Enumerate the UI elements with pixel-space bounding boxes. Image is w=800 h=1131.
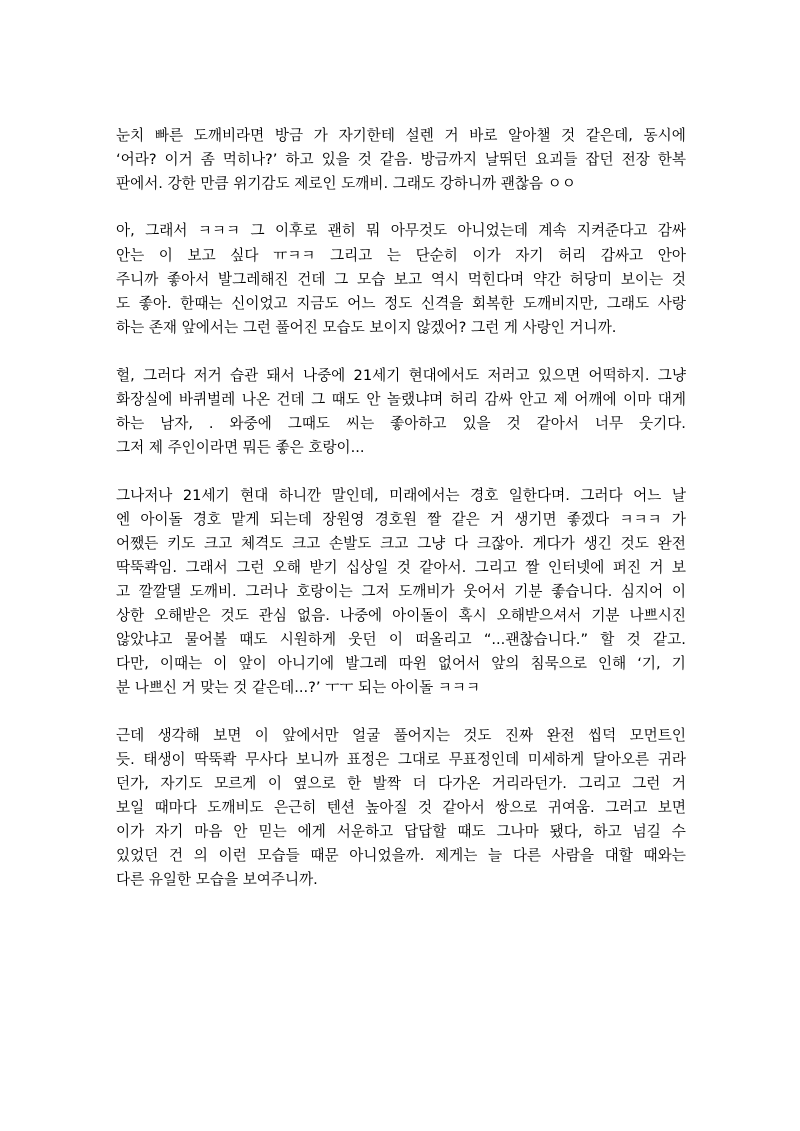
text-line: 엔 아이돌 경호 맡게 되는데 장원영 경호원 짤 같은 거 생기면 좋겠다 ㅋㅋㅋ 가 [116,511,686,528]
text-line: 하는 존재 앞에서는 그런 풀어진 모습도 보이지 않겠어? 그런 게 사랑인 거니까. [116,319,617,336]
text-line: 않았냐고 물어볼 때도 시원하게 웃던 이 떠올리고 “...괜찮습니다.” 할 것 같고. [116,631,686,648]
text-line: 분 나쁘신 거 맞는 것 같은데...?’ ㅜㅜ 되는 아이돌 ㅋㅋㅋ [116,679,481,696]
text-line: 딱뚝콱임. 그래서 그런 오해 받기 십상일 것 같아서. 그리고 짤 인터넷에 퍼진 거 보 [116,559,686,576]
text-line: 어쨌든 키도 크고 체격도 크고 손발도 크고 그냥 다 크잖아. 게다가 생긴 것도 완전 [116,535,686,552]
text-line: 판에서. 강한 만큼 위기감도 제로인 도깨비. 그래도 강하니까 괜찮음 ㅇㅇ [116,175,576,192]
text-line: 이가 자기 마음 안 믿는 에게 서운하고 답답할 때도 그나마 됐다, 하고 넘길 수 [116,823,686,840]
text-line: 도 좋아. 한때는 신이었고 지금도 어느 정도 신격을 회복한 도깨비지만, 그래도 사랑 [116,295,686,312]
text-line: 듯. 태생이 딱뚝콱 무사다 보니까 표정은 그대로 무표정인데 미세하게 달아오른 귀라 [116,751,686,768]
text-line: 있었던 건 의 이런 모습들 때문 아니었을까. 제게는 늘 다른 사람을 대할 때와는 [116,847,686,864]
text-line: 근데 생각해 보면 이 앞에서만 얼굴 풀어지는 것도 진짜 완전 씹덕 모먼트인 [116,727,686,744]
text-line: 안는 이 보고 싶다 ㅠㅋㅋ 그리고 는 단순히 이가 자기 허리 감싸고 안아 [116,247,686,264]
text-line: 다른 유일한 모습을 보여주니까. [116,871,318,888]
text-line: 그저 제 주인이라면 뭐든 좋은 호랑이... [116,439,365,456]
text-line: 그나저나 21세기 현대 하니깐 말인데, 미래에서는 경호 일한다며. 그러다 어느 날 [116,487,686,504]
text-line: 하는 남자, . 와중에 그때도 씨는 좋아하고 있을 것 같아서 너무 웃기다. [116,415,686,432]
text-line: 눈치 빠른 도깨비라면 방금 가 자기한테 설렌 거 바로 알아챌 것 같은데, 동시에 [116,127,686,144]
text-line: 헐, 그러다 저거 습관 돼서 나중에 21세기 현대에서도 저러고 있으면 어떡하지. 그냥 [116,367,686,384]
text-line: 아, 그래서 ㅋㅋㅋ 그 이후로 괜히 뭐 아무것도 아니었는데 계속 지켜준다고 감싸 [116,222,686,239]
text-line: 던가, 자기도 모르게 이 옆으로 한 발짝 더 다가온 거리라던가. 그리고 그런 거 [116,775,686,792]
text-line: ‘어라? 이거 좀 먹히나?’ 하고 있을 것 같음. 방금까지 날뛰던 요괴들 잡던 전장 한복 [116,151,686,168]
text-line: 고 깔깔댈 도깨비. 그러나 호랑이는 그저 도깨비가 웃어서 기분 좋습니다. 심지어 이 [116,583,686,600]
text-line: 다만, 이때는 이 앞이 아니기에 발그레 따윈 없어서 앞의 침묵으로 인해 ‘기, 기 [116,655,686,672]
text-line: 주니까 좋아서 발그레해진 건데 그 모습 보고 역시 먹힌다며 약간 허당미 보이는 것 [116,271,686,288]
text-line: 화장실에 바퀴벌레 나온 건데 그 때도 안 놀랬냐며 허리 감싸 안고 제 어깨에 이마 대게 [116,391,686,408]
text-line: 보일 때마다 도깨비도 은근히 텐션 높아질 것 같아서 쌍으로 귀여움. 그러고 보면 [116,799,686,816]
text-line: 상한 오해받은 것도 관심 없음. 나중에 아이돌이 혹시 오해받으셔서 기분 나쁘시진 [116,607,686,624]
